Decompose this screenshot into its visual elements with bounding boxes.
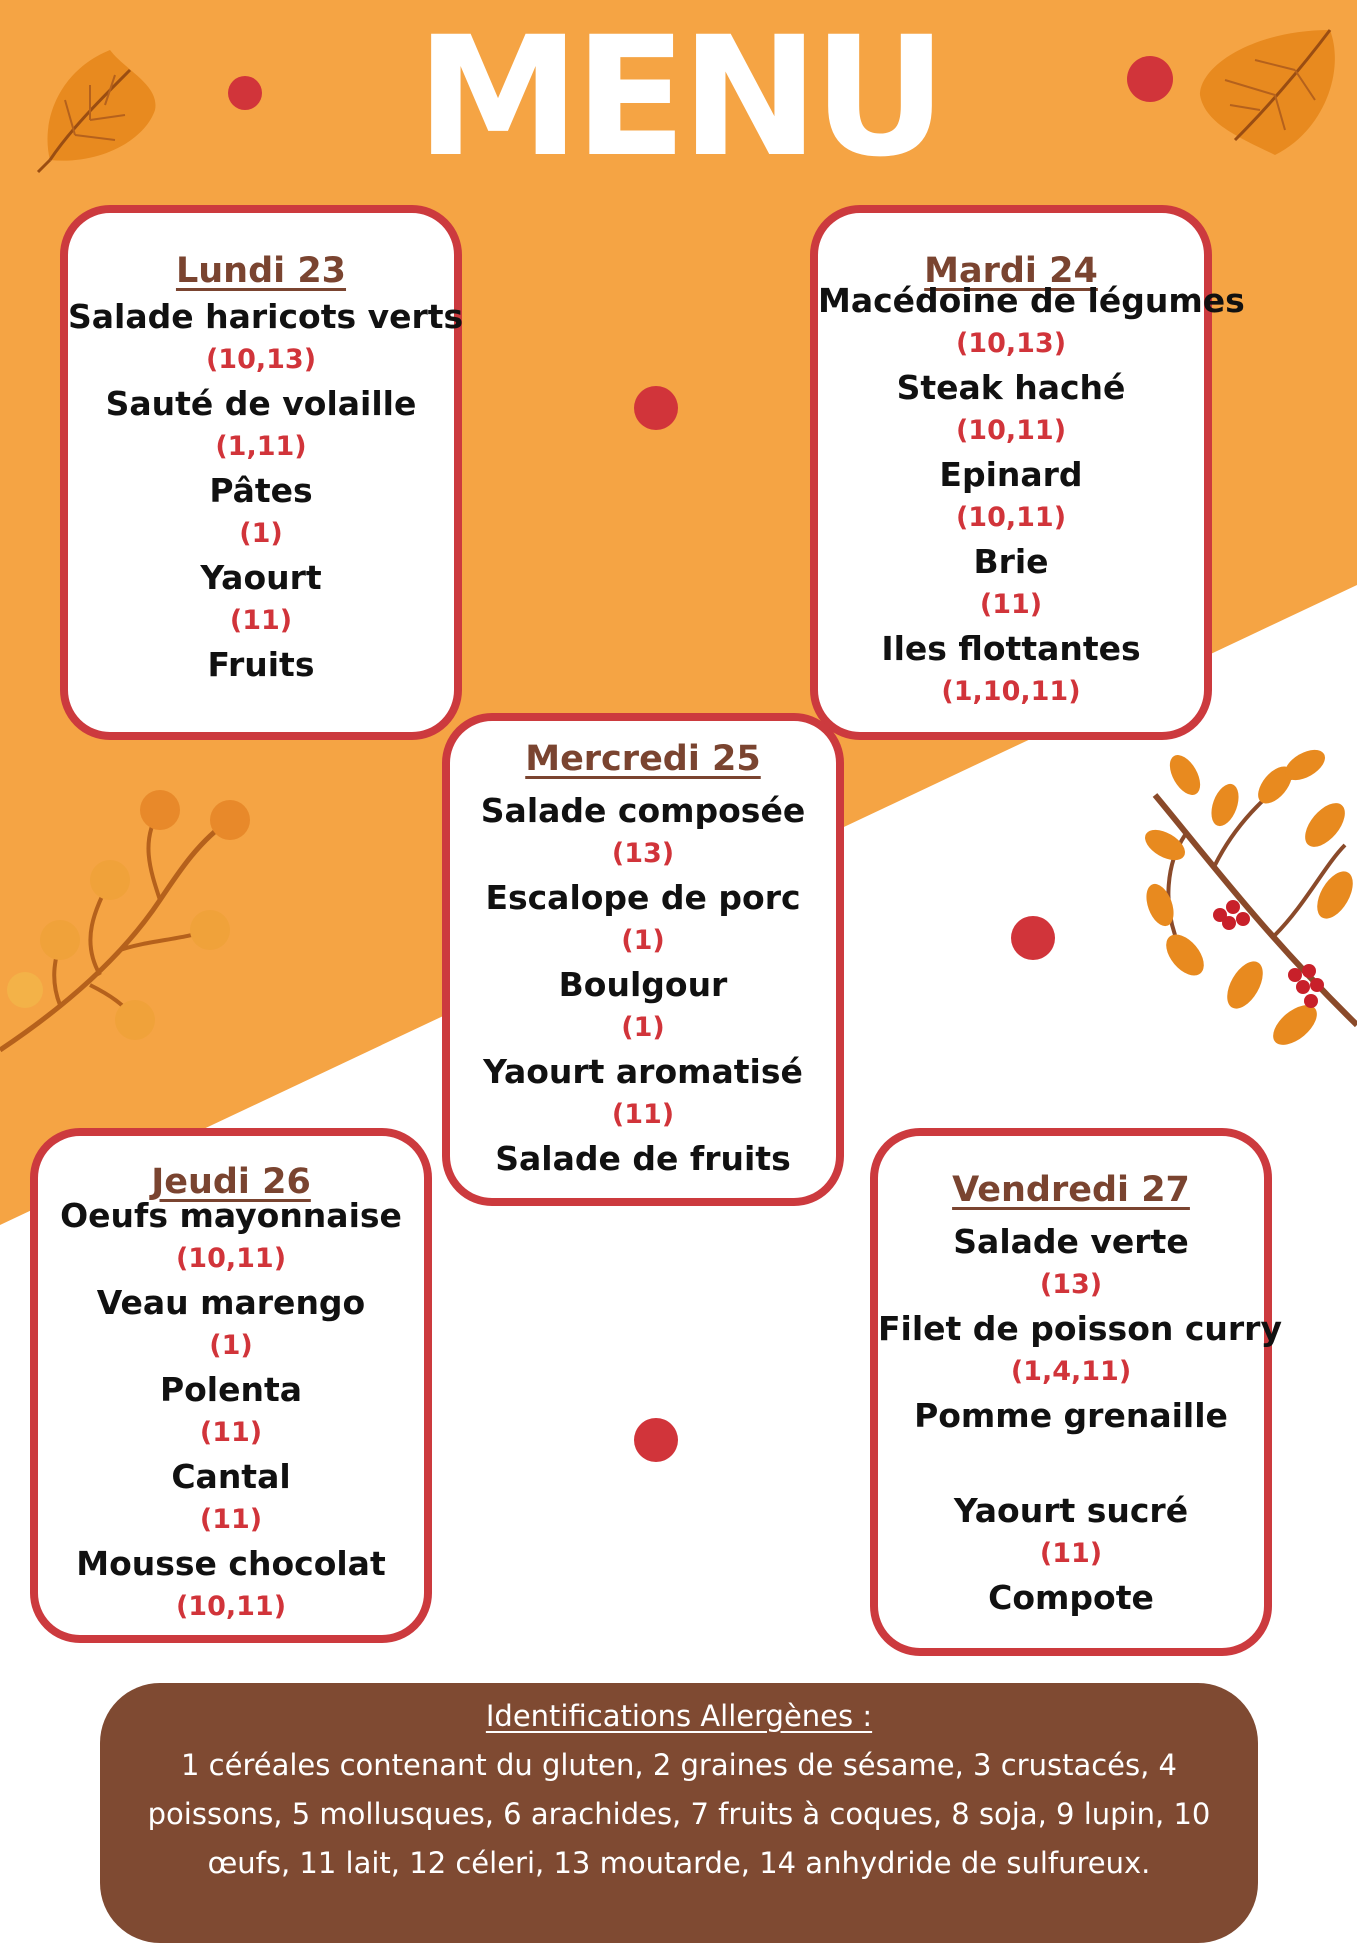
dish-allergens: (11) xyxy=(199,1504,263,1535)
blank-line xyxy=(878,1437,1264,1489)
decorative-dot xyxy=(634,386,678,430)
day-card-jeudi xyxy=(30,1128,432,1643)
allergen-info-title: Identifications Allergènes : xyxy=(485,1699,873,1733)
dish-allergens: (11) xyxy=(1039,1538,1103,1569)
dish-label: Mousse chocolat xyxy=(76,1544,386,1583)
day-card-mercredi xyxy=(442,713,844,1206)
dish-label: Oeufs mayonnaise xyxy=(60,1196,402,1235)
dish-label: Filet de poisson curry xyxy=(878,1309,1282,1348)
dish-allergens: (10,11) xyxy=(175,1243,287,1274)
dish-label: Brie xyxy=(973,542,1049,581)
dish-label: Salade de fruits xyxy=(495,1139,791,1178)
berry-branch-icon xyxy=(0,780,300,1060)
dish-label: Yaourt sucré xyxy=(953,1491,1189,1530)
dish-label: Cantal xyxy=(171,1457,291,1496)
dish-allergens: (1,10,11) xyxy=(941,676,1081,707)
dish-allergens: (13) xyxy=(1039,1269,1103,1300)
decorative-dot xyxy=(1011,916,1055,960)
dish-allergens: (10,13) xyxy=(955,328,1067,359)
decorative-dot xyxy=(1127,56,1173,102)
decorative-dot xyxy=(634,1418,678,1462)
dish-allergens: (11) xyxy=(229,605,293,636)
dish-label: Veau marengo xyxy=(96,1283,366,1322)
dish-label: Compote xyxy=(988,1578,1154,1617)
dish-label: Salade verte xyxy=(953,1222,1189,1261)
dish-label: Iles flottantes xyxy=(881,629,1141,668)
dish-label: Yaourt aromatisé xyxy=(483,1052,803,1091)
day-title: Mardi 24 xyxy=(924,251,1098,291)
dish-allergens: (10,13) xyxy=(205,344,317,375)
dish-label: Fruits xyxy=(207,645,315,684)
dish-label: Escalope de porc xyxy=(485,878,801,917)
day-card-mardi xyxy=(810,205,1245,740)
dish-allergens: (1) xyxy=(239,518,283,549)
allergen-info-text: 1 céréales contenant du gluten, 2 graines de sésame, 3 crustacés, 4 poissons, 5 mollusques, 6 arachides, 7 fruits à coques, 8 soja, 9 lupin, 10 œufs, 11 lait, 12 céleri, 13 moutarde, 14 anhydride de sulfureux. xyxy=(147,1748,1211,1880)
dish-allergens: (1) xyxy=(209,1330,253,1361)
dish-label: Salade haricots verts xyxy=(68,297,464,336)
page-title: MENU xyxy=(416,1,941,193)
dish-allergens: (11) xyxy=(199,1417,263,1448)
dish-allergens: (1,11) xyxy=(215,431,307,462)
dish-allergens: (1,4,11) xyxy=(1010,1356,1132,1387)
dish-label: Steak haché xyxy=(896,368,1126,407)
day-title: Vendredi 27 xyxy=(952,1170,1190,1210)
dish-allergens: (10,11) xyxy=(175,1591,287,1622)
dish-label: Polenta xyxy=(159,1370,303,1409)
day-title: Lundi 23 xyxy=(175,251,347,291)
day-title: Jeudi 26 xyxy=(151,1162,311,1202)
dish-label: Pâtes xyxy=(209,471,313,510)
dish-allergens: (11) xyxy=(979,589,1043,620)
dish-allergens: (10,11) xyxy=(955,415,1067,446)
dish-label: Epinard xyxy=(939,455,1083,494)
allergen-info-box xyxy=(100,1683,1258,1943)
decorative-dot xyxy=(228,76,262,110)
dish-label: Salade composée xyxy=(480,791,806,830)
dish-allergens: (13) xyxy=(611,838,675,869)
day-title: Mercredi 25 xyxy=(525,739,761,779)
dish-allergens: (10,11) xyxy=(955,502,1067,533)
dish-label: Sauté de volaille xyxy=(105,384,417,423)
dish-allergens: (11) xyxy=(611,1099,675,1130)
dish-label: Pomme grenaille xyxy=(914,1396,1228,1435)
day-card-lundi xyxy=(60,205,462,740)
dish-label: Boulgour xyxy=(558,965,728,1004)
dish-allergens: (1) xyxy=(621,925,665,956)
dish-label: Yaourt xyxy=(200,558,322,597)
leafy-branch-icon xyxy=(1125,735,1357,1075)
dish-allergens: (1) xyxy=(621,1012,665,1043)
day-card-vendredi xyxy=(870,1128,1282,1656)
dish-label: Macédoine de légumes xyxy=(818,281,1245,320)
